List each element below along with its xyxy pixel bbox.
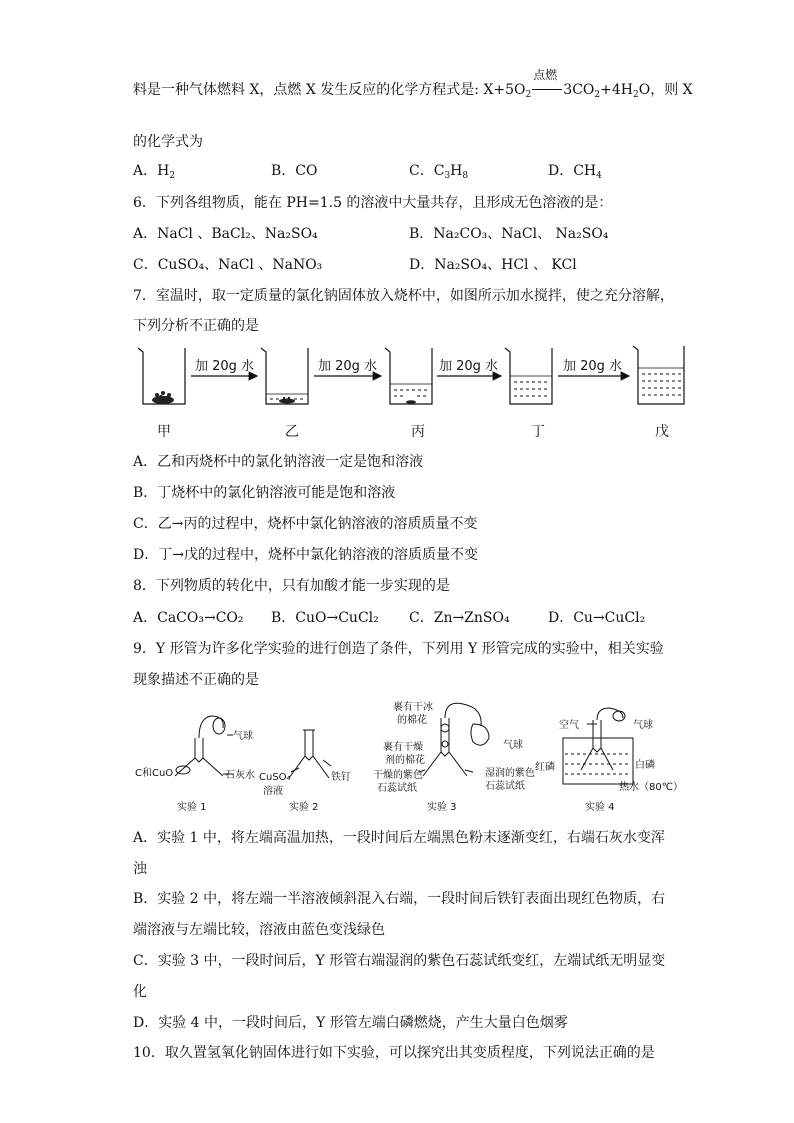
q5-option-c-text-b: H xyxy=(450,163,463,179)
q9-option-d[interactable]: D．实验 4 中，一段时间后，Y 形管左端白磷燃烧，产生大量白色烟雾 xyxy=(133,1015,568,1031)
e3-mid-label-2: 剂的棉花 xyxy=(385,755,425,766)
label-wu: 戊 xyxy=(655,424,669,440)
e4-caption: 实验 4 xyxy=(585,802,615,813)
label-ding: 丁 xyxy=(531,424,545,440)
e4-water-label: 热水（80℃） xyxy=(619,782,683,793)
e3-dry-label-1: 干燥的紫色 xyxy=(373,770,423,781)
q5-option-d-text: D．CH xyxy=(548,163,597,179)
q5-product-co2: 3CO xyxy=(563,82,595,98)
q5-stem-line2: 的化学式为 xyxy=(133,134,203,150)
e3-top-label-2: 的棉花 xyxy=(397,715,427,726)
e1-right-label: 石灰水 xyxy=(225,770,255,781)
q7-option-c[interactable]: C．乙→丙的过程中，烧杯中氯化钠溶液的溶质质量不变 xyxy=(133,516,478,532)
arrow-label-2: 加 20g 水 xyxy=(318,359,378,374)
q5-option-a-text: A．H xyxy=(133,163,170,179)
q7-stem-line1: 7．室温时，取一定质量的氯化钠固体放入烧杯中，如图所示加水搅拌，使之充分溶解， xyxy=(133,288,674,304)
reaction-condition xyxy=(531,68,563,100)
q7-option-d[interactable]: D．丁→戊的过程中，烧杯中氯化钠溶液的溶质质量不变 xyxy=(133,547,478,563)
q6-option-d[interactable]: D．Na₂SO₄、HCl 、 KCl xyxy=(409,257,577,273)
q9-option-b-line2: 端溶液与左端比较，溶液由蓝色变浅绿色 xyxy=(133,922,385,938)
e3-dry-label-2: 石蕊试纸 xyxy=(377,783,417,794)
q7-option-a[interactable]: A．乙和丙烧杯中的氯化钠溶液一定是饱和溶液 xyxy=(133,454,424,470)
q5-stem-line1: 料是一种气体燃料 X，点燃 X 发生反应的化学方程式是: $X+5O_2$ 点燃 $3CO_2+4H_2O$，则 X xyxy=(133,80,693,100)
e3-mid-label-1: 裹有干燥 xyxy=(383,742,423,753)
e3-wet-label-1: 湿润的紫色 xyxy=(485,768,535,779)
q9-stem-line1: 9．Y 形管为许多化学实验的进行创造了条件，下列用 Y 形管完成的实验中，相关实验 xyxy=(133,641,664,657)
e4-red-label: 红磷 xyxy=(535,762,555,773)
q9-option-a-line2: 浊 xyxy=(133,861,147,877)
condition-label: 点燃 xyxy=(533,68,558,82)
q9-option-a-line1[interactable]: A．实验 1 中，将左端高温加热，一段时间后左端黑色粉末逐渐变红，右端石灰水变浑 xyxy=(133,830,665,846)
q7-beaker-figure xyxy=(133,338,693,438)
q9-option-b-line1[interactable]: B．实验 2 中，将左端一半溶液倾斜混入右端，一段时间后铁钉表面出现红色物质，右 xyxy=(133,891,666,907)
q5-option-a[interactable]: A．$H_2$ xyxy=(133,163,176,181)
beaker-yi xyxy=(261,348,308,404)
q5-option-c[interactable]: C．$C_3H_8$ xyxy=(409,163,469,181)
q8-option-c[interactable]: C．Zn→ZnSO₄ xyxy=(409,610,510,626)
q6-option-c[interactable]: C．CuSO₄、NaCl 、NaNO₃ xyxy=(133,257,323,273)
q5-product-h2o: +4H xyxy=(600,82,633,98)
q7-stem-line2: 下列分析不正确的是 xyxy=(133,318,259,334)
q9-y-tube-figure xyxy=(133,698,683,820)
e1-caption: 实验 1 xyxy=(177,802,207,813)
e3-top-label-1: 裹有干冰 xyxy=(393,702,433,713)
q5-option-b[interactable]: B．CO xyxy=(271,163,318,179)
e2-left-label-2: 溶液 xyxy=(263,786,283,797)
e4-white-label: 白磷 xyxy=(635,760,655,771)
label-yi: 乙 xyxy=(285,424,299,440)
q5-equation-tail: O，则 X xyxy=(638,82,693,98)
q6-stem: 6．下列各组物质，能在 PH=1.5 的溶液中大量共存，且形成无色溶液的是： xyxy=(133,195,613,211)
arrow-label-1: 加 20g 水 xyxy=(195,359,255,374)
q9-stem-line2: 现象描述不正确的是 xyxy=(133,672,259,688)
q9-option-c-line2: 化 xyxy=(133,984,147,1000)
e1-left-label: C和CuO xyxy=(135,768,174,779)
experiment-1-apparatus xyxy=(175,716,233,776)
q8-option-d[interactable]: D．Cu→CuCl₂ xyxy=(548,610,646,626)
q8-option-b[interactable]: B．CuO→CuCl₂ xyxy=(271,610,379,626)
e3-caption: 实验 3 xyxy=(427,802,457,813)
beaker-wu xyxy=(633,346,684,404)
q5-option-d[interactable]: D．$CH_4$ xyxy=(548,163,602,181)
e2-right-label: 铁钉 xyxy=(331,772,351,783)
experiment-2-apparatus xyxy=(289,730,331,778)
e3-balloon-label: 气球 xyxy=(503,740,523,751)
label-jia: 甲 xyxy=(157,424,171,440)
q6-option-b[interactable]: B．Na₂CO₃、NaCl、 Na₂SO₄ xyxy=(409,226,609,242)
q9-option-c-line1[interactable]: C．实验 3 中，一段时间后，Y 形管右端湿润的紫色石蕊试纸变红，左端试纸无明显变 xyxy=(133,953,666,969)
e4-balloon-label: 气球 xyxy=(633,720,653,731)
e1-balloon-label: 气球 xyxy=(233,731,253,742)
e2-left-label-1: CuSO₄ xyxy=(259,772,291,783)
e3-wet-label-2: 石蕊试纸 xyxy=(485,781,525,792)
q5-equation-left: 料是一种气体燃料 X，点燃 X 发生反应的化学方程式是: X+5O xyxy=(133,82,526,98)
e4-air-label: 空气 xyxy=(559,720,579,731)
arrow-label-3: 加 20g 水 xyxy=(439,359,499,374)
arrow-label-4: 加 20g 水 xyxy=(563,359,623,374)
experiment-3-apparatus xyxy=(419,703,489,776)
label-bing: 丙 xyxy=(411,424,425,440)
q6-option-a[interactable]: A．NaCl 、BaCl₂、Na₂SO₄ xyxy=(133,226,318,242)
q5-option-c-text: C．C xyxy=(409,163,445,179)
q8-option-a[interactable]: A．CaCO₃→CO₂ xyxy=(133,610,244,626)
e2-caption: 实验 2 xyxy=(289,802,319,813)
q8-stem: 8．下列物质的转化中，只有加酸才能一步实现的是 xyxy=(133,578,450,594)
q10-stem: 10．取久置氢氧化钠固体进行如下实验，可以探究出其变质程度，下列说法正确的是 xyxy=(133,1045,655,1061)
q7-option-b[interactable]: B．丁烧杯中的氯化钠溶液可能是饱和溶液 xyxy=(133,485,396,501)
